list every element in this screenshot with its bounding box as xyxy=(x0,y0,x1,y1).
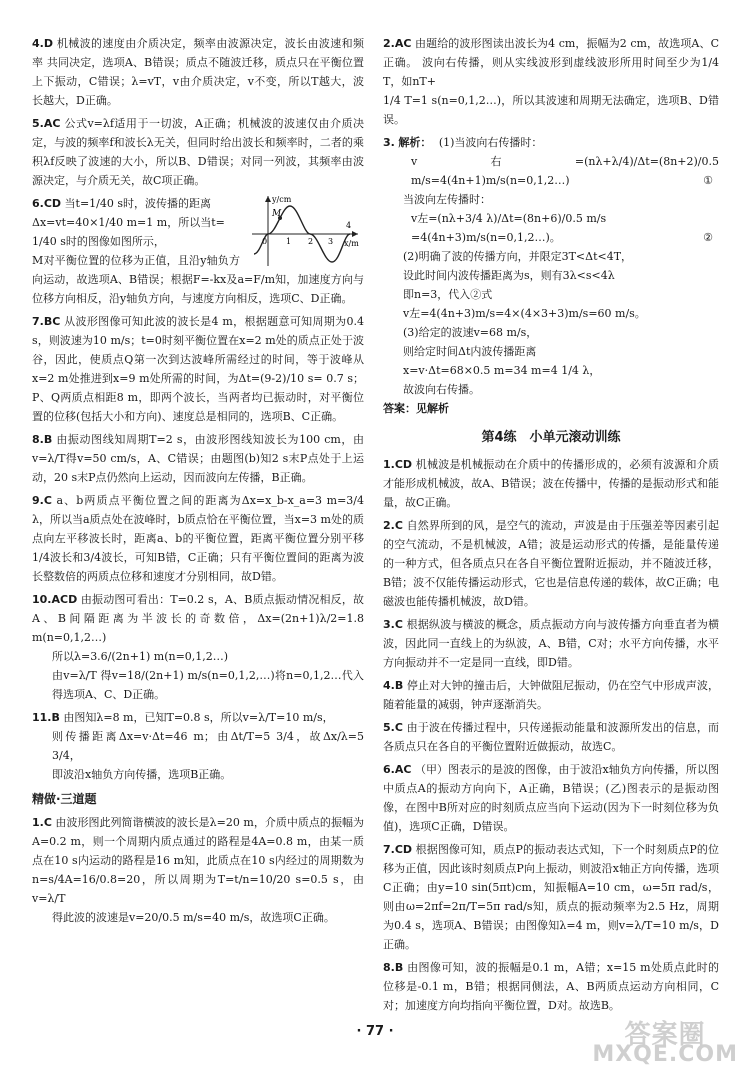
graph-point-label: M xyxy=(272,209,282,219)
answer-item-9: 9.C a、b两质点平衡位置之间的距离为Δx=x_b-x_a=3 m=3/4 λ，所以当a质点处在波峰时，b质点恰在平衡位置，当x=3 m处的质点向左平移波长时，距离a、b的平衡位置，距离平衡位置分别平移1/4波长和3/4波长，可知B错，C正确；只有平衡位置间的距离为波长整数倍的两质点位移和速度才分别相同，故D错。 xyxy=(32,494,365,583)
answer-item-4: 4.D 机械波的速度由介质决定，频率由波源决定，波长由波速和频率 共同决定，选项A、B错误；质点不随波迁移，质点只在平衡位置上下振动，C错误；λ=vT，v由介质决定，v不变，所以T越大，波长越大，D正确。 xyxy=(32,37,365,107)
review-item-3: 3.C 根据纵波与横波的概念，质点振动方向与波传播方向垂直者为横波，因此同一直线上的为纵波，A、B错，C对；水平方向传播，水平方向振动并不一定是同一直线，即D错。 xyxy=(383,618,720,669)
answer-item-5: 5.AC 公式v=λf适用于一切波，A正确；机械波的波速仅由介质决定，与波的频率f和波长λ无关，但同时给出波长和频率时，二者的乘积λf反映了波速的大小，所以B、D错误；对同一列波，其频率由波源决定，与介质无关，故C项正确。 xyxy=(32,117,365,187)
review-item-1: 1.CD 机械波是机械振动在介质中的传播形成的，必须有波源和介质才能形成机械波，故A、B错误；波在传播中，传播的是振动形式和能量，故C正确。 xyxy=(383,458,720,509)
answer-item-10: 10.ACD 由振动图可看出：T=0.2 s，A、B质点振动情况相反，故A、B间隔距离为半波长的奇数倍，Δx=(2n+1)λ/2=1.8 m(n=0,1,2…) 所以λ=3.6/(2n+1) m(n=0,1,2…) 由v=λ/T 得v=18/(2n+1) m/s(n=0,1,2,…)将n=0,1,2…代入得选项A、C、D正确。 xyxy=(32,593,364,701)
review-item-7: 7.CD 根据图像可知，质点P的振动表达式知，下一个时刻质点P的位移为正值，因此该时刻质点P向上振动，则波沿x轴正方向传播，选项C正确；由y=10 sin(5πt)cm，知振幅A=10 cm，ω=5π rad/s，则由ω=2πf=2π/T=5π rad/s知，质点的振动频率为2.5 Hz，周期为0.4 s，选项A、B错误；由图像知λ=4 m，则v=λ/T=10 m/s，D正确。 xyxy=(383,843,719,951)
page-number: · 77 · xyxy=(356,1024,394,1039)
answer-item-11: 11.B 由图知λ=8 m，已知T=0.8 s，所以v=λ/T=10 m/s， 则传播距离Δx=v·Δt=46 m；由Δt/T=5 3/4，故Δx/λ=5 3/4， 即波沿x轴负方向传播，选项B正确。 xyxy=(32,711,364,781)
review-item-8: 8.B 由图像可知，波的振幅是0.1 m，A错；x=15 m处质点此时的位移是-0.1 m，B错；根据同侧法，A、B两质点运动方向相同，C对；加速度方向均指向平衡位置，D对。故选B。 xyxy=(383,961,719,1012)
graph-y-label: y/cm xyxy=(272,195,292,204)
site-watermark: 答案圈 MXQE.COM xyxy=(592,1020,738,1067)
right-column xyxy=(383,34,719,1019)
graph-x-label: x/m xyxy=(344,239,359,248)
svg-text:1: 1 xyxy=(286,237,292,246)
answer-label: 答案：见解析 xyxy=(383,402,449,415)
left-column xyxy=(32,34,364,931)
item-number: 4.D xyxy=(32,37,53,50)
svg-text:0: 0 xyxy=(262,237,268,246)
review-item-6: 6.AC （甲）图表示的是波的图像，由于波沿x轴负方向传播，所以图中质点A的振动方向向下，A正确，B错误；(乙)图表示的是振动图像，在图中B所对应的时刻质点应当向下运动(因为下一时刻位移为负值)，选项C正确，D错误。 xyxy=(383,763,719,833)
review-item-2: 2.C 自然界所到的风，是空气的流动，声波是由于压强差等因素引起的空气流动，不是机械波，A错；波是运动形式的传播，是能量传递的一种方式，但各质点只在各自平衡位置附近振动，并不随波迁移，B错；波不仅能传播运动形式，它也是信息传递的载体，故C正确；电磁波也能传播机械波，故D错。 xyxy=(383,519,720,608)
answer-item-6: M y/cm x/m 0 1 2 3 4 6.CD 当t=1/40 s时，波传播的距离 Δx=vt=40×1/40 m=1 m，所以当t= 1/40 s时的图像如图所示， M对平衡位置的位移为正值，且沿y轴负方向运动，故选项A、B错误；根据F=-kx及a=F/m知，加速度方向与位移方向相反，沿y轴负方向，与速度方向相反，选项C、D正确。 xyxy=(32,194,364,308)
chapter-title: 第4练 小单元滚动训练 xyxy=(481,430,621,445)
svg-text:4: 4 xyxy=(346,221,352,230)
equation-marker: ① xyxy=(703,174,713,187)
review-item-5: 5.C 由于波在传播过程中，只传递振动能量和波源所发出的信息，而各质点只在各自的平衡位置附近做振动，故选C。 xyxy=(383,721,720,753)
section-title: 精做·三道题 xyxy=(32,792,97,806)
wave-graph xyxy=(246,192,364,270)
review-item-4: 4.B 停止对大钟的撞击后，大钟做阻尼振动，仍在空气中形成声波，随着能量的减弱，钟声逐渐消失。 xyxy=(383,679,720,711)
practice-item-2: 2.AC 由题给的波形图读出波长为4 cm，振幅为2 cm，故选项A、C正确。 波向右传播，则从实线波形到虚线波形所用时间至少为1/4 T，如nT+ 1/4 T=1 s(n=0,1,2…)，所以其波速和周期无法确定，选项B、D错误。 xyxy=(383,37,720,126)
answer-item-8: 8.B 由振动图线知周期T=2 s，由波形图线知波长为100 cm，由v=λ/T得v=50 cm/s，A、C错误；由题图(b)知2 s末P点处于上运动，20 s末P点仍然向上运动，因而波向左传播，B正确。 xyxy=(32,433,364,484)
svg-text:2: 2 xyxy=(308,237,314,246)
practice-item-3: 3. 解析： (1)当波向右传播时： v右=(nλ+λ/4)/Δt=(8n+2)/0.5 m/s=4(4n+1)m/s(n=0,1,2…) ① 当波向左传播时： v左=(nλ+3/4 λ)/Δt=(8n+6)/0.5 m/s =4(4n+3)m/s(n=0,1,2…)。 ② (2)明确了波的传播方向，并限定3T<Δt<4T， 设此时间内波传播距离为s，则有3λ<s<4λ 即n=3，代入②式 v左=4(4n+3)m/s=4×(4×3+3)m/s=60 m/s。 (3)给定的波速v=68 m/s， 则给定时间Δt内波传播距离 x=v·Δt=68×0.5 m=34 m=4 1/4 λ， 故波向右传播。 答案：见解析 xyxy=(383,133,719,418)
practice-item-1: 1.C 由波形图此列简谐横波的波长是λ=20 m，介质中质点的振幅为A=0.2 m，则一个周期内质点通过的路程是4A=0.8 m，由某一质点在10 s内运动的路程是16 m知，此质点在10 s内经过的周期数为n=s/4A=16/0.8=20，所以周期为T=t/n=10/20 s=0.5 s，由v=λ/T 得此波的波速是v=20/0.5 m/s=40 m/s，故选项C正确。 xyxy=(32,816,364,924)
svg-text:3: 3 xyxy=(328,237,334,246)
answer-item-7: 7.BC 从波形图像可知此波的波长是4 m，根据题意可知周期为0.4 s，则波速为10 m/s；t=0时刻平衡位置在x=2 m处的质点正处于波谷，因此，使质点Q第一次到达波峰所需经过的时间，等于波峰从x=2 m处推进到x=9 m处所需的时间，为Δt=(9-2)/10 s= 0.7 s；P、Q两质点相距8 m，即两个波长，当两者均已振动时，对平衡位置的位移(包括大小和方向)、速度总是相同的，选项B、C正确。 xyxy=(32,315,365,423)
equation-marker: ② xyxy=(703,231,713,244)
